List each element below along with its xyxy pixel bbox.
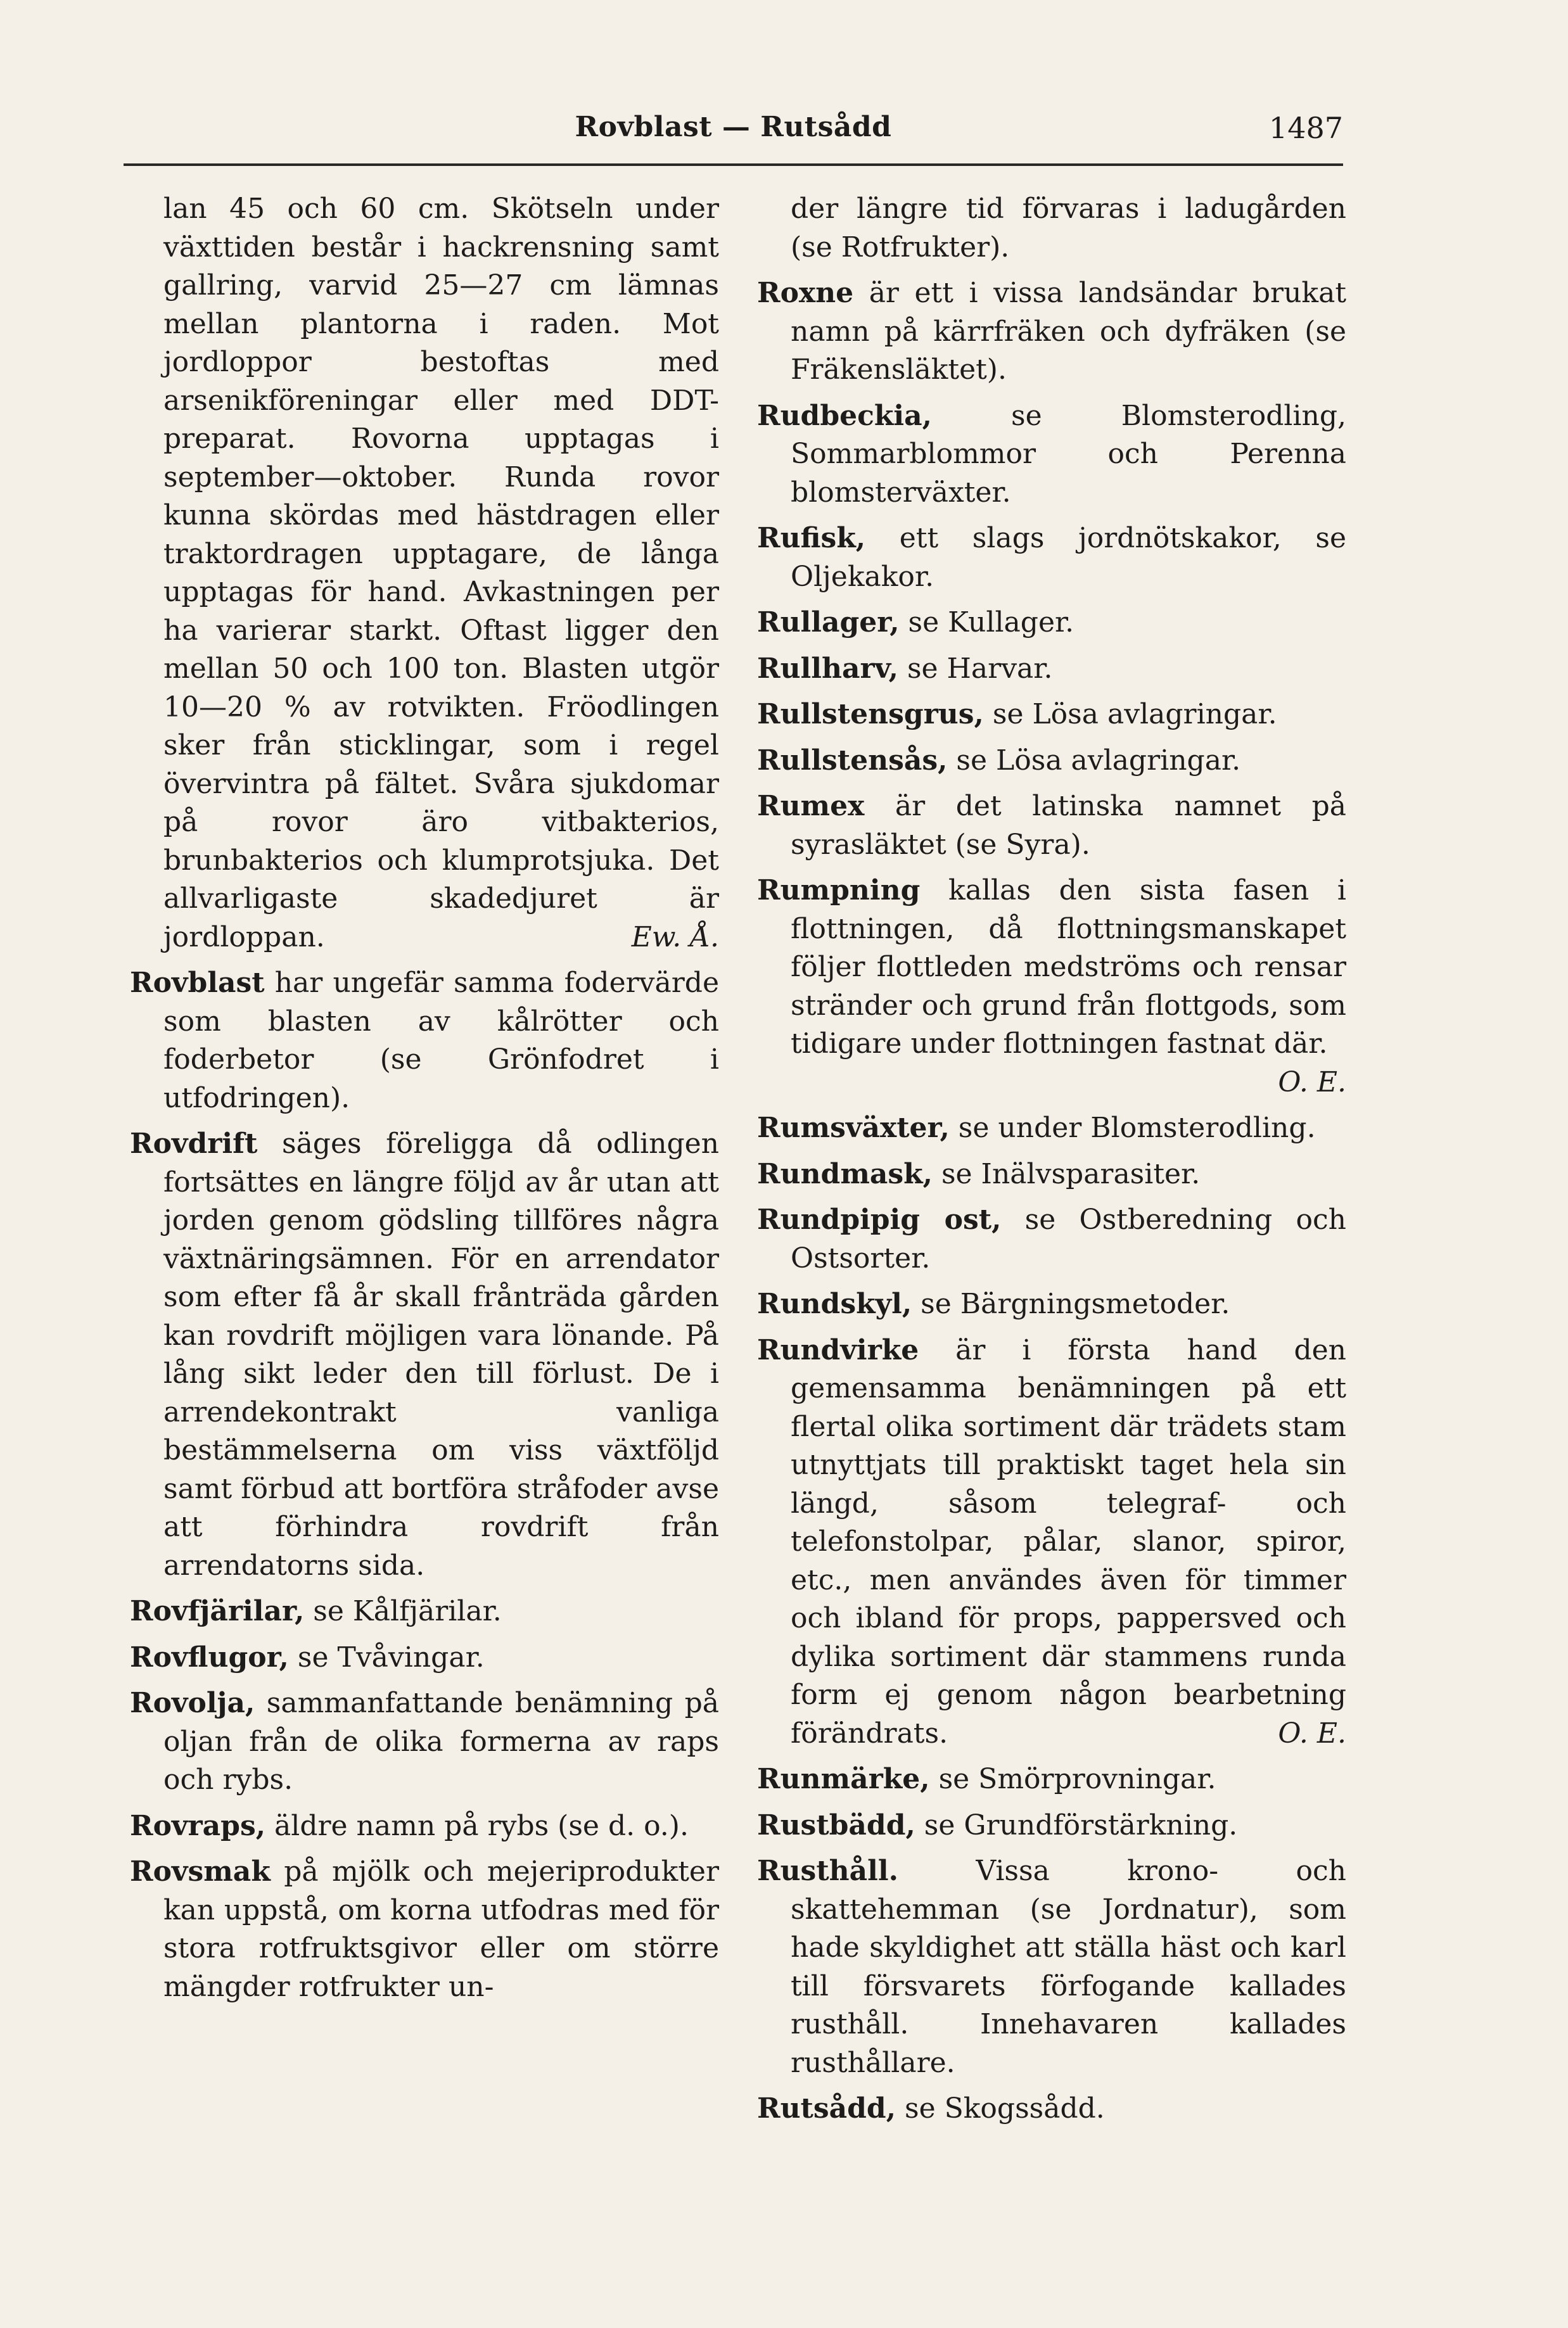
dictionary-entry [757,397,1346,512]
entry-headword: Rovdrift [130,1128,258,1160]
entry-headword: Roxne [757,277,854,309]
entry-text: sammanfattande benämning på oljan från de olika formerna av raps och rybs. [163,1687,719,1796]
page-number: 1487 [1268,111,1343,145]
entry-text: är ett i vissa landsändar brukat namn på kärrfräken och dyfräken (se Fräkensläktet). [791,277,1346,386]
entry-text: på mjölk och mejeriprodukter kan uppstå, om korna utfodras med för stora rotfruktsgivor eller om större mängder rotfrukter un- [163,1855,719,2003]
entry-headword: Rudbeckia, [757,399,932,432]
entry-text: der längre tid förvaras i ladugården (se Rotfrukter). [791,193,1346,264]
entry-text: se Inälvsparasiter. [932,1157,1201,1190]
dictionary-entry [130,1593,719,1631]
entry-text: se Lösa avlagringar. [947,744,1241,777]
dictionary-entry [757,1201,1346,1278]
entry-text: se Blomsterodling, Sommarblommor och Perenna blomsterväxter. [791,399,1346,509]
entry-headword: Rundskyl, [757,1288,912,1320]
dictionary-entry [757,872,1346,1102]
entry-headword: Rusthåll. [757,1855,898,1887]
entry-headword: Rullharv, [757,652,898,685]
author-signature: O. E. [1278,1065,1346,1098]
entry-text: Vissa krono- och skattehemman (se Jordnatur), som hade skyldighet att ställa häst och karl till försvarets förfogande kallades rusthåll. Innehavaren kallades rusthållare. [791,1855,1346,2079]
entry-headword: Rovolja, [130,1687,255,1719]
dictionary-entry [757,1285,1346,1324]
entry-text: se Smörprovningar. [929,1763,1216,1795]
left-column [130,190,719,2014]
dictionary-entry [757,1807,1346,1845]
running-head: Rovblast — Rutsådd [575,111,892,143]
entry-headword: Rundmask, [757,1157,933,1190]
entry-headword: Runmärke, [757,1763,930,1795]
entry-headword: Rovsmak [130,1855,271,1888]
dictionary-entry [130,1639,719,1677]
dictionary-entry [757,1155,1346,1194]
dictionary-entry [757,787,1346,864]
entry-headword: Rutsådd, [757,2092,896,2125]
author-signature: O. E. [1278,1717,1346,1750]
entry-headword: Rufisk, [757,522,866,554]
entry-text: se Grundförstärkning. [915,1809,1238,1841]
dictionary-entry [130,1807,719,1846]
entry-text: är det latinska namnet på syrasläktet (se Syra). [791,790,1346,861]
dictionary-entry [757,604,1346,642]
entry-text: säges föreligga då odlingen fortsättes en längre följd av år utan att jorden genom gödsling tillföres några växtnäringsämnen. För en arrendator som efter få år skall frånträda gården kan rovdrift möjligen vara lönande. På lång sikt leder den till förlust. De i arrendekontrakt vanliga bestämmelserna om viss växtföljd samt förbud att bortföra stråfoder avse att förhindra rovdrift från arrendatorns sida. [163,1128,719,1582]
entry-text: se Bärgningsmetoder. [912,1288,1230,1320]
entry-headword: Rullager, [757,606,900,639]
entry-text: lan 45 och 60 cm. Skötseln under växttiden består i hackrensning samt gallring, varvid 25—27 cm lämnas mellan plantorna i raden. Mot jordloppor bestoftas med arsenikföreningar eller med DDT-preparat. Rovorna upptagas i september—oktober. Runda rovor kunna skördas med hästdragen eller traktordragen upptagare, de långa upptagas för hand. Avkastningen per ha varierar starkt. Oftast ligger den mellan 50 och 100 ton. Blasten utgör 10—20 % av rotvikten. Fröodlingen sker från sticklingar, som i regel övervintra på fältet. Svåra sjukdomar på rovor äro vitbakterios, brunbakterios och klumprotsjuka. Det allvarligaste skadedjuret är jordloppan. [163,193,719,953]
dictionary-entry [757,2090,1346,2128]
entry-text: kallas den sista fasen i flottningen, då flottningsmanskapet följer flottleden medströms och rensar stränder och grund från flottgods, som tidigare under flottningen fastnat där. [791,874,1346,1060]
entry-text: har ungefär samma fodervärde som blasten av kålrötter och foderbetor (se Grönfodret i utfodringen). [163,967,719,1114]
dictionary-entry [757,696,1346,734]
entry-text: se under Blomsterodling. [949,1112,1316,1144]
entry-text: se Skogssådd. [896,2092,1105,2125]
dictionary-entry [757,1332,1346,1753]
entry-text: ett slags jordnötskakor, se Oljekakor. [791,522,1346,593]
dictionary-entry [757,1852,1346,2082]
dictionary-entry [757,274,1346,390]
entry-headword: Rovblast [130,967,265,999]
dictionary-entry [130,1853,719,2006]
entry-headword: Rumex [757,790,865,822]
entry-headword: Rovflugor, [130,1641,289,1674]
entry-headword: Rullstensgrus, [757,698,984,730]
dictionary-entry [757,190,1346,267]
entry-text: äldre namn på rybs (se d. o.). [265,1809,689,1842]
dictionary-entry [130,964,719,1117]
dictionary-entry [757,519,1346,596]
entry-text: se Kullager. [899,606,1074,639]
right-column [757,190,1346,2136]
entry-text: är i första hand den gemensamma benämningen på ett flertal olika sortiment där trädets stam utnyttjats till praktiskt taget hela sin längd, såsom telegraf- och telefonstolpar, pålar, slanor, spiror, etc., men användes även för timmer och ibland för props, pappersved och dylika sortiment där stammens runda form ej genom någon bearbetning förändrats. [791,1333,1346,1750]
entry-headword: Rundpipig ost, [757,1204,1002,1236]
dictionary-entry [757,742,1346,780]
header-rule [124,163,1343,166]
entry-headword: Rullstensås, [757,744,948,777]
dictionary-entry [130,1684,719,1800]
page-header [124,105,1343,168]
entry-text: se Lösa avlagringar. [983,698,1277,730]
entry-headword: Rumsväxter, [757,1112,950,1144]
dictionary-entry [757,650,1346,689]
dictionary-entry [757,1760,1346,1799]
entry-headword: Rumpning [757,874,921,906]
entry-headword: Rovfjärilar, [130,1595,305,1627]
entry-text: se Tvåvingar. [288,1641,485,1674]
entry-text: se Kålfjärilar. [304,1595,502,1627]
entry-text: se Harvar. [898,652,1053,685]
entry-text: se Ostberedning och Ostsorter. [791,1204,1346,1275]
entry-headword: Rustbädd, [757,1809,915,1841]
dictionary-entry [130,1125,719,1585]
author-signature: Ew. Å. [631,920,719,953]
dictionary-entry [130,190,719,957]
entry-headword: Rovraps, [130,1809,266,1842]
dictionary-entry [757,1109,1346,1148]
entry-headword: Rundvirke [757,1333,919,1366]
